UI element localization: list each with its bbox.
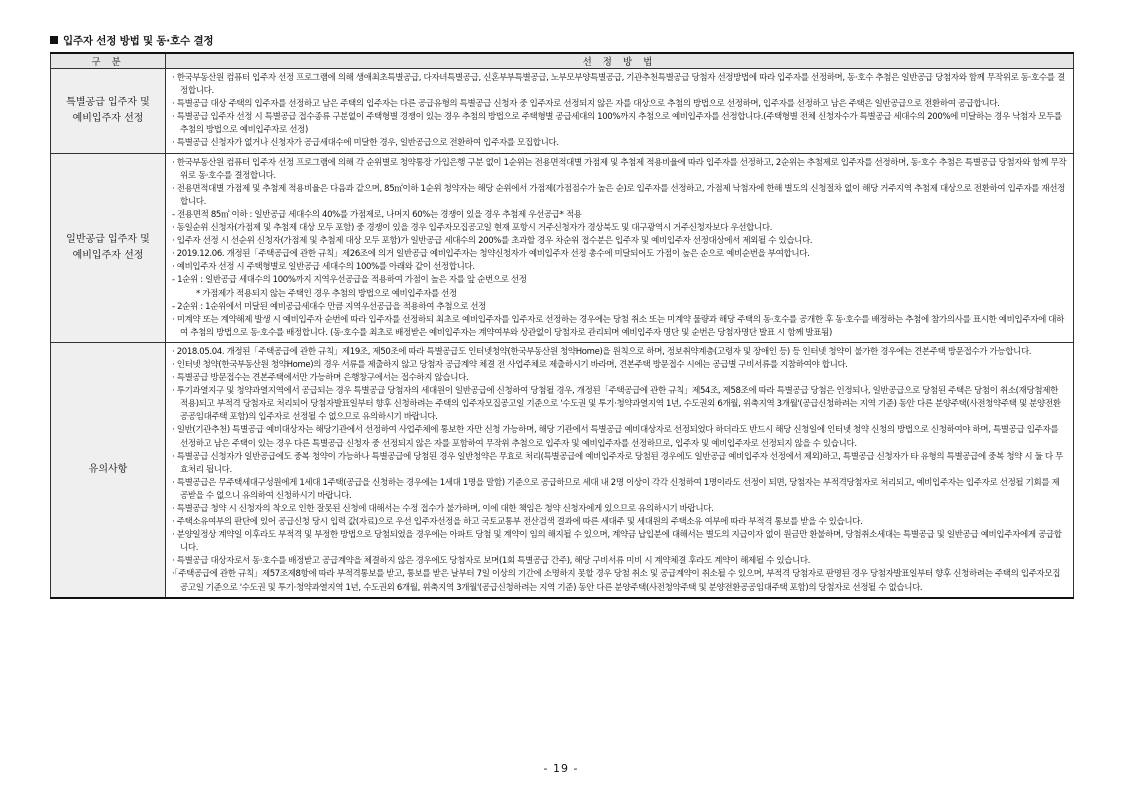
bullet-item: · 입주자 선정 시 선순위 신청자(가점제 및 추첨제 대상 모두 포함)가 일반공급 세대수의 200%를 초과할 경우 차순위 접수분은 입주자 및 예비입주자 선정대상에서 제외될 수 있습니다. bbox=[172, 236, 813, 247]
bullet-item: · 특별공급은 무주택세대구성원에게 1세대 1주택(공급을 신청하는 경우에는 1세대 1명을 말함) 기준으로 공급하므로 세대 내 2명 이상이 각각 신청하여 1명이라도 선정이 되면, 당첨자는 부적격당첨자로 처리되고, 예비입주자는 입주자로 선정될 기회를 제공받을 수 없으니 유의하여 신청하시기 바랍니다. bbox=[172, 477, 1060, 501]
row-content bbox=[166, 69, 1074, 154]
row-category: 유의사항 bbox=[51, 342, 166, 597]
bullet-item: · 전용면적대별 가점제 및 추첨제 적용비율은 다음과 같으며, 85㎡이하 1순위 청약자는 해당 순위에서 가점제(가점점수가 높은 순)로 입주자를 선정하고, 가점제 낙첨자에 한해 별도의 신청절차 없이 해당 거주지역 추첨제 대상으로 전환하여 입주자를 재선정합니다. bbox=[172, 183, 1065, 207]
bullet-item: · 일반(기관추천) 특별공급 예비대상자는 해당기관에서 선정하여 사업주체에 통보한 자만 신청 가능하며, 해당 기관에서 특별공급 예비대상자로 선정되었다 하더라도 반드시 해당 신청일에 인터넷 청약 신청의 방법으로 신청하여야 하며, 특별공급 입주자를 선정하고 남은 주택이 있는 경우 다른 특별공급 신청자 중 선정되지 않은 자를 포함하여 무작위 추첨으로 입주자 및 예비입주자를 선정하므로, 입주자 및 예비입주자로 선정되지 않을 수 있습니다. bbox=[172, 425, 1059, 449]
sub-item: - 전용면적 85㎡ 이하 : 일반공급 세대수의 40%를 가점제로, 나머지 60%는 경쟁이 있을 경우 추첨제 우선공급* 적용 bbox=[172, 209, 582, 220]
row-category: 특별공급 입주자 및 예비입주자 선정 bbox=[51, 69, 166, 154]
note-item: * 가점제가 적용되지 않는 주택인 경우 추첨의 방법으로 예비입주자를 선정 bbox=[196, 288, 457, 299]
bullet-item: · 주택소유여부의 판단에 있어 공급신청 당시 입력 값(자료)으로 우선 입주자선정을 하고 국토교통부 전산검색 결과에 따른 세대주 및 세대원의 주택소유 여부에 따라 부적격 통보를 받을 수 있습니다. bbox=[172, 517, 863, 528]
row-content bbox=[166, 342, 1074, 597]
bullet-item: · 한국부동산원 컴퓨터 입주자 선정 프로그램에 의해 각 순위별로 청약통장 가입은행 구분 없이 1순위는 전용면적대별 가점제 및 추첨제 적용비율에 따라 입주자를 선정하고, 2순위는 추첨제로 입주자를 선정하며, 동·호수 추첨은 특별공급 당첨자와 함께 무작위로 동·호수를 결정합니다. bbox=[172, 157, 1067, 181]
bullet-item: ·「주택공급에 관한 규칙」제57조제8항에 따라 부적격통보를 받고, 통보를 받은 날부터 7일 이상의 기간에 소명하지 못할 경우 당첨 취소 및 공급계약이 취소될 수 있으며, 부적격 당첨자로 판명된 경우 당첨자발표일부터 향후 신청하려는 주택의 입주자모집공고일 기준으로 '수도권 및 투기·청약과열지역 1년, 수도권외 6개월, 위축지역 3개월'(공급신청하려는 지역 기준) 동안 다른 분양주택(사전청약주택 및 분양전환공공임대주택 포함)의 당첨자로 선정될 수 없습니다. bbox=[172, 569, 1061, 593]
sub-item: - 2순위 : 1순위에서 미달된 예비공급세대수 만큼 지역우선공급을 적용하여 추첨으로 선정 bbox=[172, 301, 487, 312]
table-row bbox=[51, 69, 1074, 154]
header-method: 선 정 방 법 bbox=[166, 53, 1074, 69]
selection-method-table bbox=[50, 52, 1074, 599]
bullet-item: · 예비입주자 선정 시 주택형별로 일반공급 세대수의 100%를 아래와 같이 선정합니다. bbox=[172, 262, 475, 273]
bullet-item: · 2018.05.04. 개정된「주택공급에 관한 규칙」제19조, 제50조에 따라 특별공급도 인터넷청약(한국부동산원 청약Home)을 원칙으로 하며, 정보취약계층(고령자 및 장애인 등) 등 인터넷 청약이 불가한 경우에는 견본주택 방문접수가 가능합니다. bbox=[172, 346, 1032, 357]
bullet-item: · 동일순위 신청자(가점제 및 추첨제 대상 모두 포함) 중 경쟁이 있을 경우 입주자모집공고일 현재 포항시 거주신청자가 경상북도 및 대구광역시 거주신청자보다 우선합니다. bbox=[172, 223, 773, 234]
bullet-item: · 투기과열지구 및 청약과열지역에서 공급되는 경우 특별공급 당첨자의 세대원이 일반공급에 신청하여 당첨될 경우, 개정된「주택공급에 관한 규칙」제54조, 제58조에 따라 특별공급 당첨은 인정되나, 일반공급으로 당첨된 주택은 당첨이 취소(재당첨제한 적용)되고 부적격 당첨자로 처리되어 당첨자발표일부터 향후 신청하려는 주택의 입주자모집공고일 기준으로 '수도권 및 투기·청약과열지역 1년, 수도권외 6개월, 위축지역 3개월'(공급신청하려는 지역 기준) 동안 다른 분양주택(사전청약주택 및 분양전환공공임대주택 포함)의 입주자로 선정될 수 없으므로 유의하시기 바랍니다. bbox=[172, 386, 1061, 423]
bullet-item: · 한국부동산원 컴퓨터 입주자 선정 프로그램에 의해 생애최초특별공급, 다자녀특별공급, 신혼부부특별공급, 노부모부양특별공급, 기관추천특별공급 당첨자 선정방법에 따라 입주자를 선정하며, 동·호수 추첨은 일반공급 당첨자와 함께 무작위로 동·호수를 결정합니다. bbox=[172, 73, 1065, 97]
bullet-item: · 특별공급 신청자가 일반공급에도 중복 청약이 가능하나 특별공급에 당첨된 경우 일반청약은 무효로 처리(특별공급에 예비입주자로 당첨된 경우에도 일반공급 예비입주자 선정에서 제외)하고, 특별공급 신청자가 타 유형의 특별공급에 중복 청약 시 둘 다 무효처리 됩니다. bbox=[172, 451, 1063, 475]
bullet-item: · 인터넷 청약(한국부동산원 청약Home)의 경우 서류를 제출하지 않고 당첨자 공급계약 체결 전 사업주체로 제출하시기 바라며, 견본주택 방문접수 시에는 공급별 구비서류를 지참하여야 합니다. bbox=[172, 359, 848, 370]
bullet-item: · 미계약 또는 계약해제 발생 시 예비입주자 순번에 따라 입주자를 선정하되 최초로 예비입주자를 입주자로 선정하는 경우에는 당첨 취소 또는 미계약 물량과 해당 주택의 동·호수를 공개한 후 동·호수를 배정하는 추첨에 참가의사를 표시한 예비입주자에 대하여 추첨의 방법으로 동·호수를 배정합니다. (동·호수를 최초로 배정받은 예비입주자는 계약여부와 상관없이 당첨자로 관리되며 예비입주자 명단 및 순번은 당첨자명단 발표 시 함께 발표됨) bbox=[172, 314, 1065, 338]
table-header-row bbox=[51, 53, 1074, 69]
header-category: 구 분 bbox=[51, 53, 166, 69]
section-title bbox=[50, 33, 213, 48]
bullet-item: · 특별공급 대상자로서 동·호수를 배정받고 공급계약을 체결하지 않은 경우에도 당첨자로 보며(1회 특별공급 간주), 해당 구비서류 미비 시 계약체결 후라도 계약이 해제될 수 있습니다. bbox=[172, 556, 811, 567]
bullet-item: · 특별공급 신청자가 없거나 신청자가 공급세대수에 미달한 경우, 일반공급으로 전환하여 입주자를 모집합니다. bbox=[172, 138, 559, 149]
row-content bbox=[166, 153, 1074, 342]
bullet-item: · 특별공급 청약 시 신청자의 착오로 인한 잘못된 신청에 대해서는 수정 접수가 불가하며, 이에 대한 책임은 청약 신청자에게 있으므로 유의하시기 바랍니다. bbox=[172, 504, 714, 514]
table-row bbox=[51, 342, 1074, 597]
bullet-item: · 특별공급 대상 주택의 입주자를 선정하고 남은 주택의 입주자는 다른 공급유형의 특별공급 신청자 중 입주자로 선정되지 않은 자를 대상으로 추첨의 방법으로 선정하며, 입주자를 선정하고 남은 주택은 일반공급으로 전환하여 공급합니다. bbox=[172, 99, 1000, 110]
bullet-item: · 특별공급 입주자 선정 시 특별공급 접수종류 구분없이 주택형별 경쟁이 있는 경우 추첨의 방법으로 주택형별 공급세대의 100%까지 추첨으로 예비입주자를 선정합니다.(주택형별 전체 신청자수가 특별공급 세대수의 200%에 미달하는 경우 낙첨자 모두를 추첨의 방법으로 예비입주자로 선정) bbox=[172, 112, 1062, 136]
row-category: 일반공급 입주자 및 예비입주자 선정 bbox=[51, 153, 166, 342]
page-number: - 19 - bbox=[543, 762, 579, 775]
bullet-item: · 2019.12.06. 개정된「주택공급에 관한 규칙」제26조에 의거 일반공급 예비입주자는 청약신청자가 예비입주자 선정 총수에 미달되어도 가점이 높은 순으로 예비순번을 부여합니다. bbox=[172, 249, 810, 260]
bullet-item: · 특별공급 방문접수는 견본주택에서만 가능하며 은행창구에서는 접수하지 않습니다. bbox=[172, 373, 469, 384]
sub-item: - 1순위 : 일반공급 세대수의 100%까지 지역우선공급을 적용하여 가점이 높은 자를 앞 순번으로 선정 bbox=[172, 275, 527, 286]
square-bullet-icon bbox=[50, 36, 58, 44]
section-title-text: 입주자 선정 방법 및 동·호수 결정 bbox=[63, 35, 214, 47]
bullet-item: · 분양일정상 계약일 이후라도 부적격 및 부정한 방법으로 당첨되었을 경우에는 아파트 당첨 및 계약이 임의 해지될 수 있으며, 계약금 납입분에 대해서는 별도의 지급이자 없이 원금만 환불하며, 당첨취소세대는 특별공급 및 일반공급 예비입주자에게 공급합니다. bbox=[172, 530, 1062, 554]
table-row bbox=[51, 153, 1074, 342]
